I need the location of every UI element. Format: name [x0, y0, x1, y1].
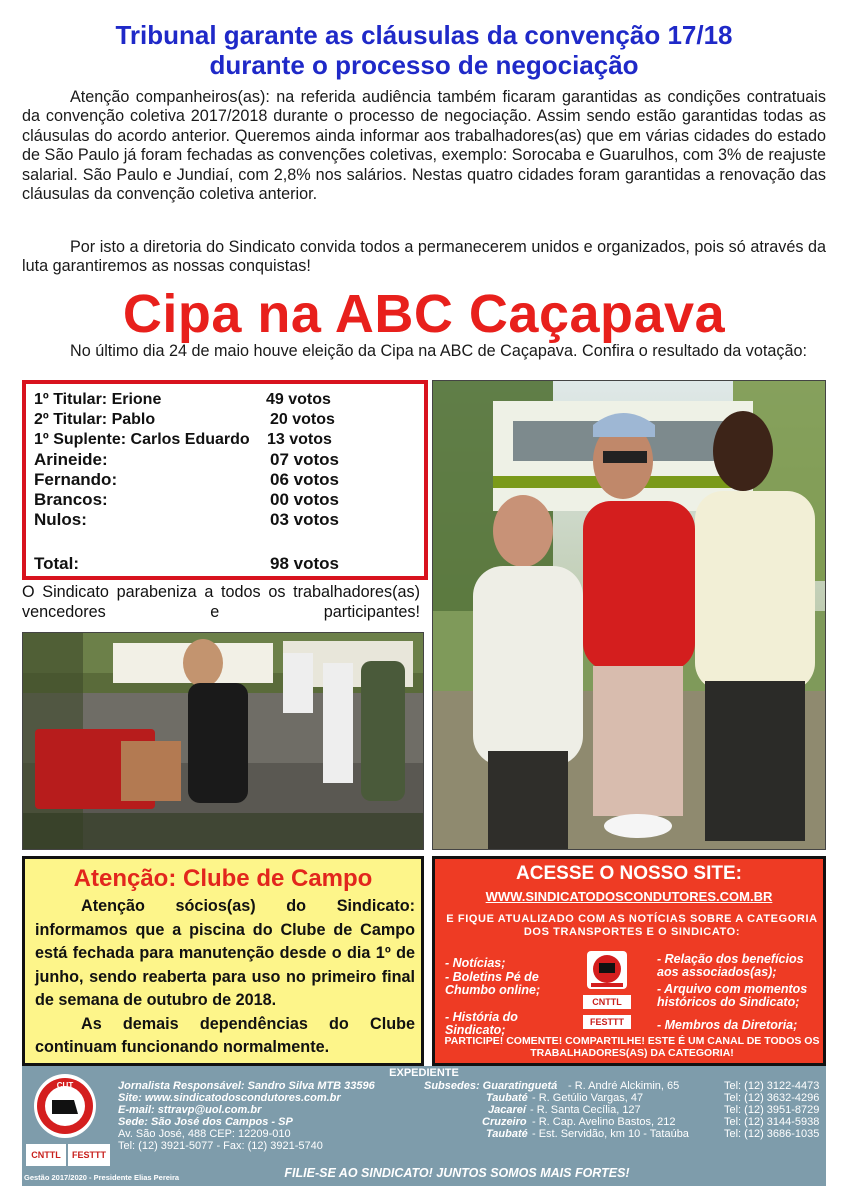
candidate-name: 2º Titular: Pablo — [34, 411, 156, 428]
subsede-phone: Tel: (12) 3144-5938 — [724, 1116, 820, 1128]
headline-line1: Tribunal garante as cláusulas da convenção 17/18 — [115, 20, 733, 50]
candidate-name: Nulos: — [34, 510, 87, 529]
cipa-intro-text: No último dia 24 de maio houve eleição da Cipa na ABC de Caçapava. Confira o resultado da votação: — [70, 342, 807, 360]
subsede-address: - R. Getúlio Vargas, 47 — [532, 1092, 644, 1104]
total-label: Total: — [34, 554, 80, 573]
subsede-phone: Tel: (12) 3951-8729 — [724, 1104, 820, 1116]
festtt-footer-logo-icon: FESTTT — [68, 1144, 110, 1166]
headline-line2: durante o processo de negociação — [209, 50, 639, 80]
vote-count: 07 votos — [270, 450, 339, 469]
cipa-intro — [22, 342, 826, 361]
subsede-address: - R. Santa Cecília, 127 — [530, 1104, 641, 1116]
clube-paragraph-1: Atenção sócios(as) do Sindicato: informamos que a piscina do Clube de Campo está fechada para manutenção desde o dia 1º de junho, sendo reaberta para uso no primeiro final de semana de outubro de 2018. — [35, 897, 415, 1009]
site-title: ACESSE O NOSSO SITE: — [516, 863, 742, 884]
feature-right-3: - Membros da Diretoria; — [657, 1018, 798, 1032]
clube-title: Atenção: Clube de Campo — [73, 865, 373, 892]
subsede-phone: Tel: (12) 3632-4296 — [724, 1092, 820, 1104]
subsede-city: Taubaté — [486, 1092, 528, 1104]
sede-phone: Tel: (12) 3921-5077 - Fax: (12) 3921-5740 — [118, 1140, 323, 1152]
subsede-address: - Est. Servidão, km 10 - Tataúba — [532, 1128, 689, 1140]
vote-count: 49 votos — [266, 391, 331, 408]
vote-count: 03 votos — [270, 510, 339, 529]
cnttl-logo-icon: CNTTL — [583, 995, 631, 1009]
total-votes: 98 votos — [270, 554, 339, 573]
intro-paragraph-2-text: Por isto a diretoria do Sindicato convida todos a permanecerem unidos e organizados, pois só através da luta garantiremos as nossas conquistas! — [22, 238, 826, 276]
subsede-city: Taubaté — [486, 1128, 528, 1140]
vote-count: 20 votos — [270, 411, 335, 428]
festtt-logo-icon: FESTTT — [583, 1015, 631, 1029]
feature-left-2: - Boletins Pé de Chumbo online; — [445, 970, 541, 997]
site-footer-text: PARTICIPE! COMENTE! COMPARTILHE! ESTE É UM CANAL DE TODOS OS TRABALHADORES(AS) DA CATEGORIA! — [444, 1035, 820, 1059]
intro-paragraph-2 — [22, 238, 826, 277]
vote-results-box — [22, 380, 428, 580]
cut-logo-text: CUT — [56, 1081, 74, 1090]
clube-de-campo-box — [22, 856, 424, 1066]
intro-paragraph-1 — [22, 88, 826, 204]
expediente-footer — [22, 1066, 826, 1186]
headline — [0, 20, 848, 80]
candidate-name: Arineide: — [34, 450, 108, 469]
candidate-name: 1º Suplente: Carlos Eduardo — [34, 431, 250, 448]
site-description: E FIQUE ATUALIZADO COM AS NOTÍCIAS SOBRE A CATEGORIA DOS TRANSPORTES E O SINDICATO: — [446, 913, 818, 938]
feature-left-1: - Notícias; — [445, 956, 506, 970]
union-logo-graphic — [587, 951, 627, 989]
slogan-text: FILIE-SE AO SINDICATO! JUNTOS SOMOS MAIS FORTES! — [284, 1166, 630, 1180]
cut-union-logo-graphic — [34, 1074, 96, 1138]
subsede-city: Jacareí — [488, 1104, 526, 1116]
congrats-text: O Sindicato parabeniza a todos os trabalhadores(as) vencedores e participantes! — [22, 583, 420, 621]
subsede-phone: Tel: (12) 3122-4473 — [724, 1080, 820, 1092]
cut-union-logo-icon — [34, 1074, 96, 1138]
site-url-link[interactable]: WWW.SINDICATODOSCONDUTORES.COM.BR — [485, 889, 773, 904]
subsede-phone: Tel: (12) 3686-1035 — [724, 1128, 820, 1140]
feature-right-1: - Relação dos benefícios aos associados(as); — [657, 952, 804, 979]
vote-count: 13 votos — [267, 431, 332, 448]
candidate-name: Brancos: — [34, 490, 108, 509]
photo-cipa-winners-image — [433, 381, 826, 850]
clube-paragraph-2: As demais dependências do Clube continuam funcionando normalmente. — [35, 1014, 415, 1056]
subsede-address: - R. Cap. Avelino Bastos, 212 — [532, 1116, 676, 1128]
clube-text — [35, 895, 415, 1060]
jornalista-text: Jornalista Responsável: Sandro Silva MTB 33596 — [118, 1080, 375, 1092]
photo-election-site-image — [23, 633, 424, 850]
footer-email-link[interactable]: E-mail: sttravp@uol.com.br — [118, 1104, 262, 1116]
feature-right-2: - Arquivo com momentos históricos do Sindicato; — [657, 982, 808, 1009]
candidate-name: Fernando: — [34, 470, 118, 489]
union-logo-icon — [587, 951, 627, 989]
subsede-city: Cruzeiro — [482, 1116, 527, 1128]
gestao-text: Gestão 2017/2020 - Presidente Elias Pereira — [24, 1173, 180, 1182]
cnttl-footer-logo-icon: CNTTL — [26, 1144, 66, 1166]
photo-election-site — [22, 632, 424, 850]
subsede-address: - R. André Alckimin, 65 — [568, 1080, 680, 1092]
sede-address: Av. São José, 488 CEP: 12209-010 — [118, 1128, 291, 1140]
intro-paragraph-1-text: Atenção companheiros(as): na referida audiência também ficaram garantidas as condições contratuais da convenção coletiva 2017/2018 durante o processo de negociação. Assim sendo estão garantidas todas as cláusulas do acordo anterior. Queremos ainda informar aos trabalhadores(as) que em várias cidades do estado de São Paulo já foram fechadas as convenções coletivas, exemplo: Sorocaba e Guarulhos, com 3% de reajuste salarial. São Paulo e Jundiaí, com 2,8% nos salários. Nestas quatro cidades foram garantidas a renovação das cláusulas da convenção coletiva anterior. — [22, 88, 826, 204]
photo-cipa-winners — [432, 380, 826, 850]
vote-count: 00 votos — [270, 490, 339, 509]
footer-site-link[interactable]: Site: www.sindicatodoscondutores.com.br — [118, 1092, 341, 1104]
sede-text: Sede: São José dos Campos - SP — [118, 1116, 293, 1128]
cipa-title: Cipa na ABC Caçapava — [122, 284, 726, 344]
site-box — [432, 856, 826, 1066]
subsede-city: Subsedes: Guaratinguetá — [424, 1080, 558, 1092]
expediente-title: EXPEDIENTE — [389, 1067, 459, 1079]
candidate-name: 1º Titular: Erione — [34, 391, 162, 408]
vote-count: 06 votos — [270, 470, 339, 489]
feature-left-3: - História do Sindicato; — [445, 1010, 518, 1037]
